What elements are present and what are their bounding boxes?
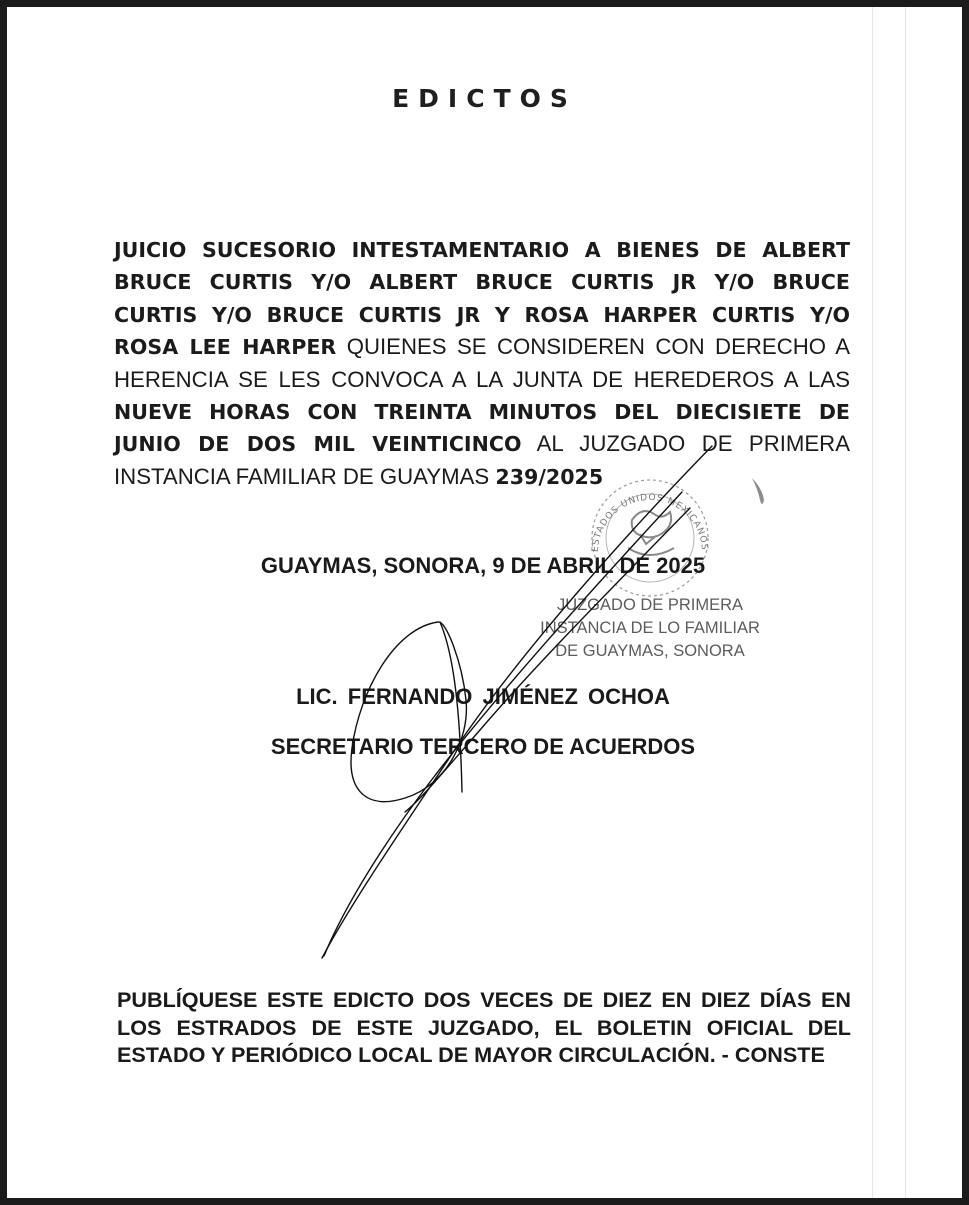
edict-body-bold-time: NUEVE HORAS CON TREINTA MINUTOS DEL DIECISIETE DE JUNIO DE DOS MIL VEINTICINCO (114, 400, 850, 457)
signatory-title: SECRETARIO TERCERO DE ACUERDOS (270, 734, 696, 759)
case-number: 239/2025 (495, 464, 604, 489)
stamp-line: JUZGADO DE PRIMERA (556, 596, 744, 614)
edict-body-text-court: AL JUZGADO DE PRIMERA INSTANCIA FAMILIAR DE GUAYMAS (114, 431, 850, 489)
edict-body-text: QUIENES SE CONSIDEREN CON DERECHO A HERENCIA SE LES CONVOCA A LA JUNTA DE HEREDEROS A LAS (114, 334, 850, 392)
stamp-line: DE GUAYMAS, SONORA (555, 642, 745, 660)
signatory-name: LIC. FERNANDO JIMÉNEZ OCHOA (296, 684, 670, 709)
seal-ring-text: ESTADOS UNIDOS MEXICANOS (590, 492, 710, 553)
publication-note: PUBLÍQUESE ESTE EDICTO DOS VECES DE DIEZ EN DIEZ DÍAS EN LOS ESTRADOS DE ESTE JUZGADO, EL BOLETIN OFICIAL DEL ESTADO Y PERIÓDICO LOCAL DE MAYOR CIRCULACIÓN. - CONSTE (117, 987, 851, 1067)
edict-body-bold-parties: JUICIO SUCESORIO INTESTAMENTARIO A BIENES DE ALBERT BRUCE CURTIS Y/O ALBERT BRUCE CURTIS JR Y/O BRUCE CURTIS Y/O BRUCE CURTIS JR Y ROSA HARPER CURTIS Y/O ROSA LEE HARPER (114, 238, 850, 360)
place-date: GUAYMAS, SONORA, 9 DE ABRIL DE 2025 (260, 553, 706, 578)
document-title: EDICTOS (392, 84, 577, 113)
stamp-line: INSTANCIA DE LO FAMILIAR (540, 619, 760, 637)
